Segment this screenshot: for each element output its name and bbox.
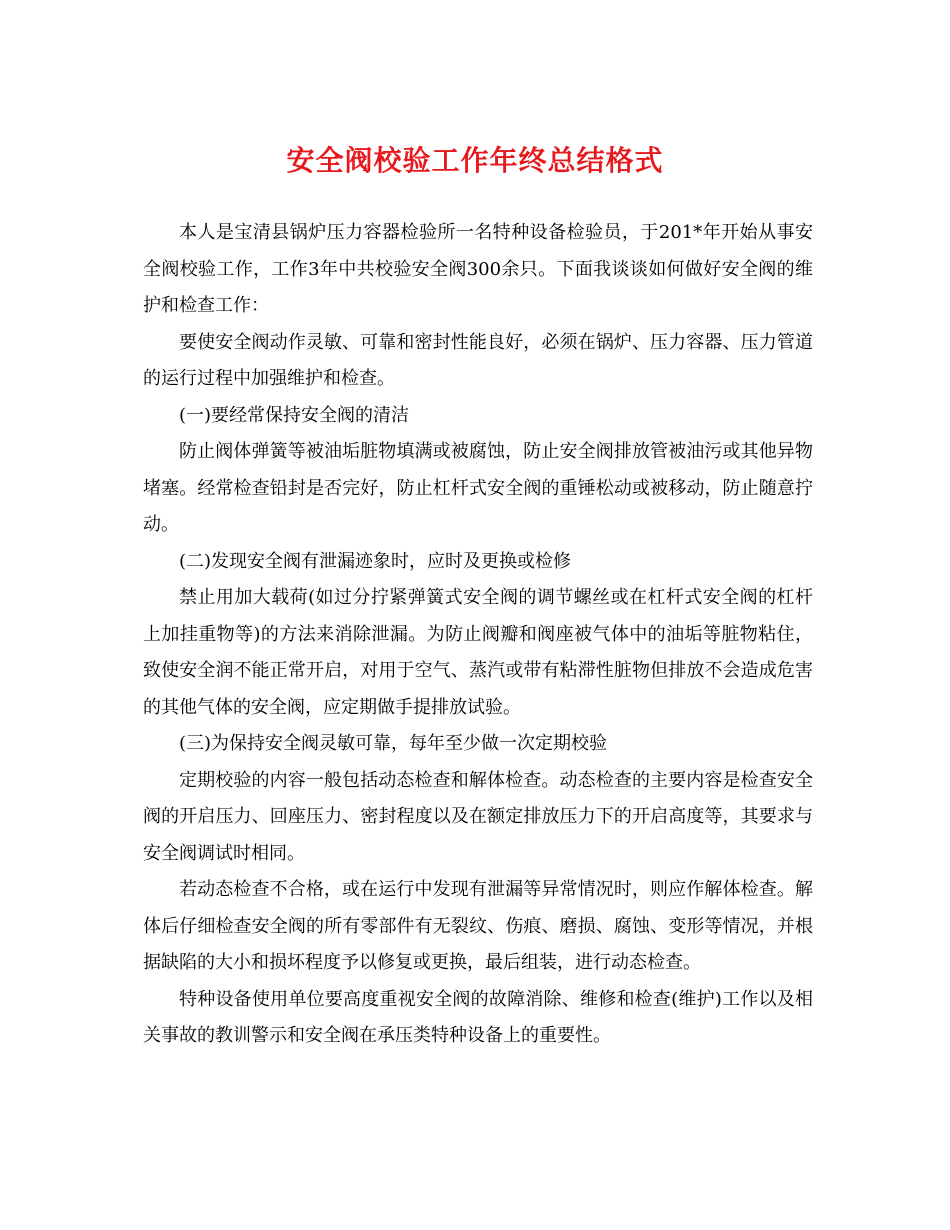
section-heading-1: (一)要经常保持安全阀的清洁 (179, 404, 410, 426)
paragraph-section-1: 防止阀体弹簧等被油垢脏物填满或被腐蚀，防止安全阀排放管被油污或其他异物堵塞。经常检查铅封是否完好，防止杠杆式安全阀的重锤松动或被移动，防止随意拧动。 (143, 441, 813, 535)
paragraph-conclusion: 特种设备使用单位要高度重视安全阀的故障消除、维修和检查(维护)工作以及相关事故的教训警示和安全阀在承压类特种设备上的重要性。 (143, 988, 813, 1046)
section-heading-2: (二)发现安全阀有泄漏迹象时，应时及更换或检修 (179, 550, 572, 572)
section-heading-3: (三)为保持安全阀灵敏可靠，每年至少做一次定期校验 (179, 733, 608, 754)
document-title: 安全阀校验工作年终总结格式 (286, 144, 664, 177)
paragraph-section-2: 禁止用加大载荷(如过分拧紧弹簧式安全阀的调节螺丝或在杠杆式安全阀的杠杆上加挂重物等)的方法来消除泄漏。为防止阀瓣和阀座被气体中的油垢等脏物粘住，致使安全润不能正常开启，对用于空气、蒸汽或带有粘滞性脏物但排放不会造成危害的其他气体的安全阀，应定期做手提排放试验。 (143, 587, 813, 718)
document-body (143, 215, 813, 1055)
paragraph-requirement: 要使安全阀动作灵敏、可靠和密封性能良好，必须在锅炉、压力容器、压力管道的运行过程中加强维护和检查。 (143, 331, 813, 389)
paragraph-disassembly: 若动态检查不合格，或在运行中发现有泄漏等异常情况时，则应作解体检查。解体后仔细检查安全阀的所有零部件有无裂纹、伤痕、磨损、腐蚀、变形等情况，并根据缺陷的大小和损坏程度予以修复或更换，最后组装，进行动态检查。 (143, 879, 813, 973)
paragraph-intro: 本人是宝清县锅炉压力容器检验所一名特种设备检验员，于201*年开始从事安全阀校验工作，工作3年中共校验安全阀300余只。下面我谈谈如何做好安全阀的维护和检查工作： (143, 222, 813, 316)
paragraph-section-3: 定期校验的内容一般包括动态检查和解体检查。动态检查的主要内容是检查安全阀的开启压力、回座压力、密封程度以及在额定排放压力下的开启高度等，其要求与安全阀调试时相同。 (143, 769, 813, 864)
